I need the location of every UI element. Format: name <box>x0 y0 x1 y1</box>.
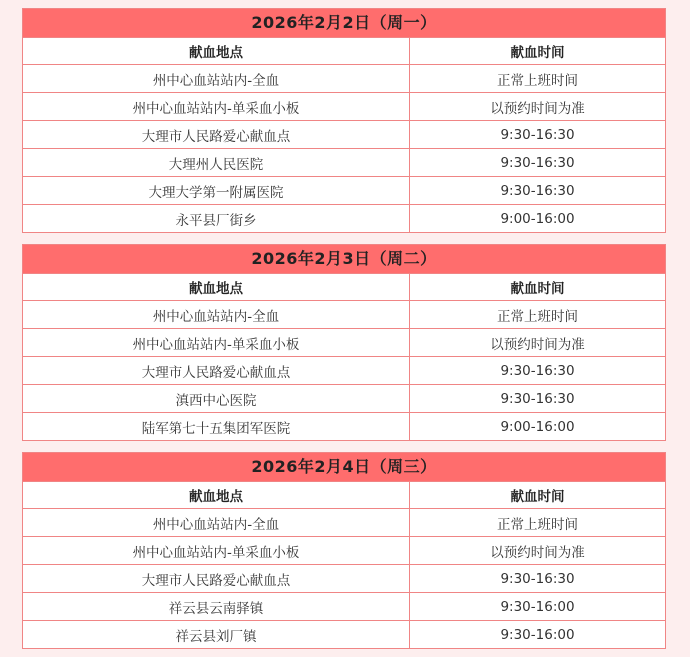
time-cell: 9:30-16:30 <box>410 149 666 177</box>
column-header-time: 献血时间 <box>410 274 666 301</box>
time-cell: 正常上班时间 <box>410 65 666 93</box>
place-cell: 州中心血站站内-全血 <box>23 301 410 329</box>
time-cell: 9:30-16:30 <box>410 565 666 593</box>
column-header-place: 献血地点 <box>23 482 410 509</box>
time-cell: 正常上班时间 <box>410 301 666 329</box>
time-cell: 以预约时间为准 <box>410 537 666 565</box>
column-header-place: 献血地点 <box>23 274 410 301</box>
table-row <box>23 357 665 385</box>
table-row <box>23 177 665 205</box>
column-header-place: 献血地点 <box>23 38 410 65</box>
table-header-row <box>23 274 665 301</box>
schedule-table <box>23 273 665 440</box>
table-row <box>23 413 665 441</box>
time-cell: 9:30-16:00 <box>410 593 666 621</box>
place-cell: 州中心血站站内-全血 <box>23 65 410 93</box>
day-block-3 <box>22 452 666 649</box>
time-cell: 9:30-16:30 <box>410 177 666 205</box>
table-row <box>23 149 665 177</box>
time-cell: 9:00-16:00 <box>410 413 666 441</box>
place-cell: 大理市人民路爱心献血点 <box>23 565 410 593</box>
day-block-1 <box>22 8 666 233</box>
place-cell: 永平县厂街乡 <box>23 205 410 233</box>
table-row <box>23 537 665 565</box>
table-row <box>23 593 665 621</box>
table-row <box>23 65 665 93</box>
place-cell: 州中心血站站内-单采血小板 <box>23 93 410 121</box>
place-cell: 陆军第七十五集团军医院 <box>23 413 410 441</box>
table-row <box>23 329 665 357</box>
place-cell: 祥云县云南驿镇 <box>23 593 410 621</box>
schedule-table <box>23 481 665 648</box>
day-title: 2026年2月4日（周三） <box>23 453 665 481</box>
table-row <box>23 385 665 413</box>
time-cell: 9:30-16:00 <box>410 621 666 649</box>
time-cell: 以预约时间为准 <box>410 329 666 357</box>
day-title: 2026年2月3日（周二） <box>23 245 665 273</box>
table-header-row <box>23 482 665 509</box>
place-cell: 大理大学第一附属医院 <box>23 177 410 205</box>
table-row <box>23 301 665 329</box>
schedule-table <box>23 37 665 232</box>
column-header-time: 献血时间 <box>410 38 666 65</box>
place-cell: 大理州人民医院 <box>23 149 410 177</box>
time-cell: 9:30-16:30 <box>410 121 666 149</box>
table-header-row <box>23 38 665 65</box>
time-cell: 正常上班时间 <box>410 509 666 537</box>
day-title: 2026年2月2日（周一） <box>23 9 665 37</box>
time-cell: 9:30-16:30 <box>410 385 666 413</box>
time-cell: 以预约时间为准 <box>410 93 666 121</box>
place-cell: 州中心血站站内-全血 <box>23 509 410 537</box>
place-cell: 大理市人民路爱心献血点 <box>23 121 410 149</box>
table-row <box>23 121 665 149</box>
table-row <box>23 205 665 233</box>
place-cell: 祥云县刘厂镇 <box>23 621 410 649</box>
table-row <box>23 509 665 537</box>
table-row <box>23 621 665 649</box>
time-cell: 9:00-16:00 <box>410 205 666 233</box>
column-header-time: 献血时间 <box>410 482 666 509</box>
day-block-2 <box>22 244 666 441</box>
time-cell: 9:30-16:30 <box>410 357 666 385</box>
place-cell: 州中心血站站内-单采血小板 <box>23 537 410 565</box>
place-cell: 州中心血站站内-单采血小板 <box>23 329 410 357</box>
place-cell: 大理市人民路爱心献血点 <box>23 357 410 385</box>
place-cell: 滇西中心医院 <box>23 385 410 413</box>
table-row <box>23 93 665 121</box>
table-row <box>23 565 665 593</box>
